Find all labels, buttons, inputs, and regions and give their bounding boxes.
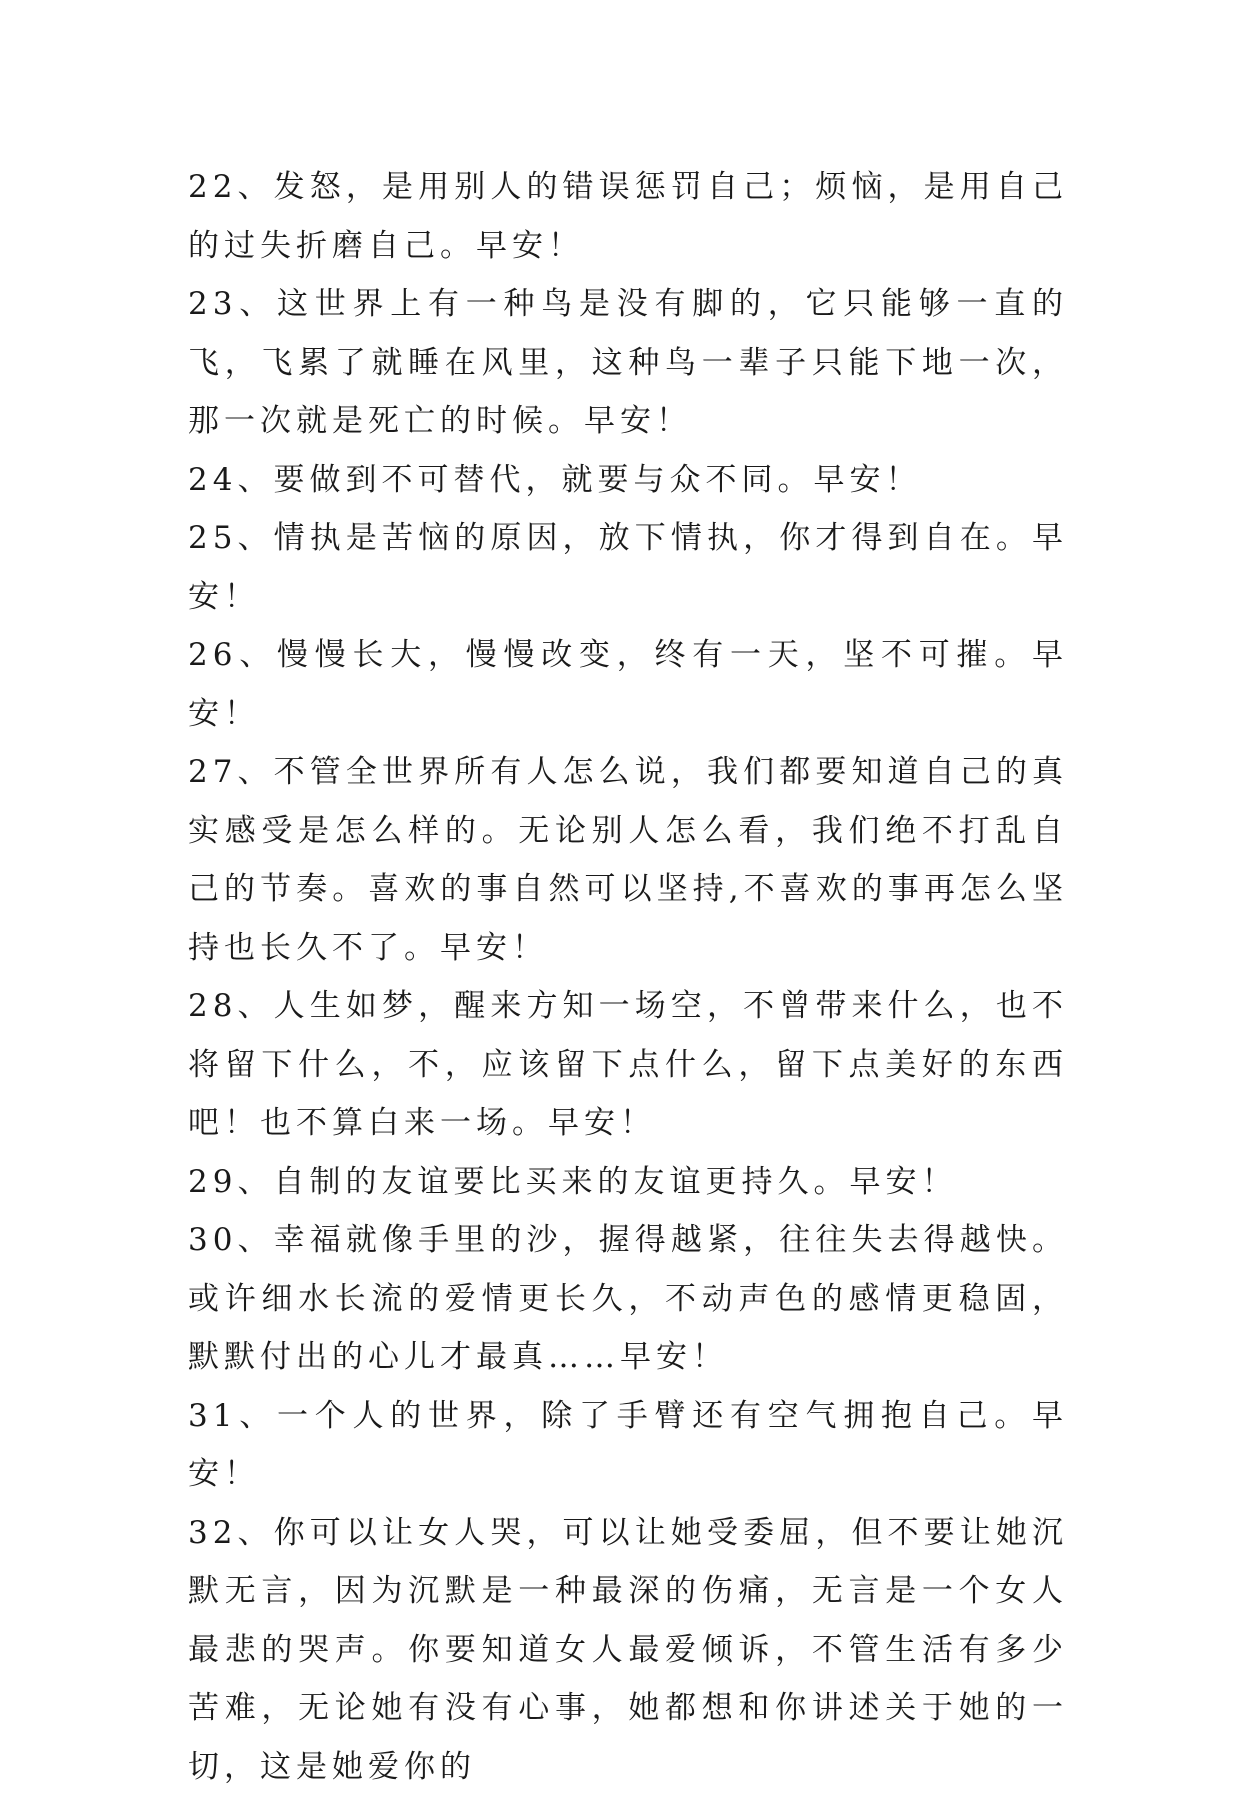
paragraph-26: 26、慢慢长大，慢慢改变，终有一天，坚不可摧。早安！	[188, 626, 1068, 743]
paragraph-23: 23、这世界上有一种鸟是没有脚的，它只能够一直的飞，飞累了就睡在风里，这种鸟一辈子只能下地一次，那一次就是死亡的时候。早安！	[188, 275, 1068, 451]
paragraph-32: 32、你可以让女人哭，可以让她受委屈，但不要让她沉默无言，因为沉默是一种最深的伤痛，无言是一个女人最悲的哭声。你要知道女人最爱倾诉，不管生活有多少苦难，无论她有没有心事，她都想和你讲述关于她的一切，这是她爱你的	[188, 1504, 1068, 1796]
paragraph-30: 30、幸福就像手里的沙，握得越紧，往往失去得越快。或许细水长流的爱情更长久，不动声色的感情更稳固，默默付出的心儿才最真……早安！	[188, 1211, 1068, 1387]
paragraph-24: 24、要做到不可替代，就要与众不同。早安！	[188, 451, 1068, 510]
paragraph-31: 31、一个人的世界，除了手臂还有空气拥抱自己。早安！	[188, 1387, 1068, 1504]
document-body	[188, 158, 1068, 1796]
paragraph-25: 25、情执是苦恼的原因，放下情执，你才得到自在。早安！	[188, 509, 1068, 626]
paragraph-22: 22、发怒，是用别人的错误惩罚自己；烦恼，是用自己的过失折磨自己。早安！	[188, 158, 1068, 275]
paragraph-27: 27、不管全世界所有人怎么说，我们都要知道自己的真实感受是怎么样的。无论别人怎么看，我们绝不打乱自己的节奏。喜欢的事自然可以坚持,不喜欢的事再怎么坚持也长久不了。早安！	[188, 743, 1068, 977]
paragraph-29: 29、自制的友谊要比买来的友谊更持久。早安！	[188, 1153, 1068, 1212]
paragraph-28: 28、人生如梦，醒来方知一场空，不曾带来什么，也不将留下什么，不，应该留下点什么，留下点美好的东西吧！也不算白来一场。早安！	[188, 977, 1068, 1153]
